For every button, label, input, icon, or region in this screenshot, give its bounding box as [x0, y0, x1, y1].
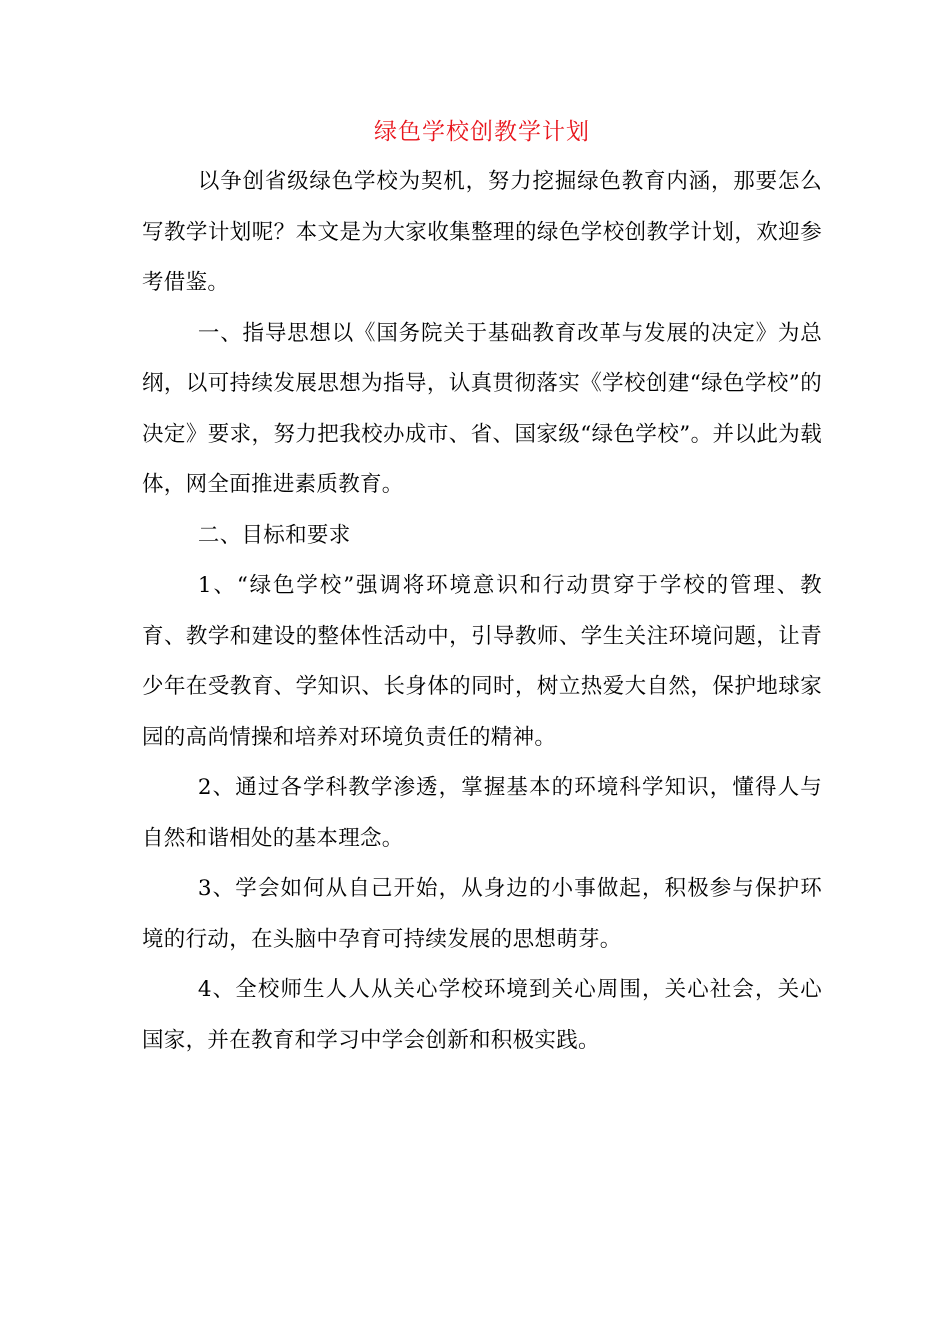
document-page [142, 112, 822, 1066]
paragraph-intro: 以争创省级绿色学校为契机，努力挖掘绿色教育内涵，那要怎么写教学计划呢？本文是为大家收集整理的绿色学校创教学计划，欢迎参考借鉴。 [142, 169, 822, 295]
paragraph-goal-1: 1、“绿色学校”强调将环境意识和行动贯穿于学校的管理、教育、教学和建设的整体性活动中，引导教师、学生关注环境问题，让青少年在受教育、学知识、长身体的同时，树立热爱大自然，保护地球家园的高尚情操和培养对环境负责任的精神。 [142, 573, 822, 750]
paragraph-goal-4: 4、全校师生人人从关心学校环境到关心周围，关心社会，关心国家，并在教育和学习中学会创新和积极实践。 [142, 977, 822, 1053]
paragraph-goal-2: 2、通过各学科教学渗透，掌握基本的环境科学知识，懂得人与自然和谐相处的基本理念。 [142, 775, 822, 851]
document-title: 绿色学校创教学计划 [374, 119, 590, 145]
paragraph-guiding-thought: 一、指导思想以《国务院关于基础教育改革与发展的决定》为总纲，以可持续发展思想为指导，认真贯彻落实《学校创建“绿色学校”的决定》要求，努力把我校办成市、省、国家级“绿色学校”。并以此为载体，网全面推进素质教育。 [142, 320, 822, 497]
paragraph-goals-heading: 二、目标和要求 [197, 522, 351, 548]
paragraph-goal-3: 3、学会如何从自己开始，从身边的小事做起，积极参与保护环境的行动，在头脑中孕育可持续发展的思想萌芽。 [142, 876, 822, 952]
